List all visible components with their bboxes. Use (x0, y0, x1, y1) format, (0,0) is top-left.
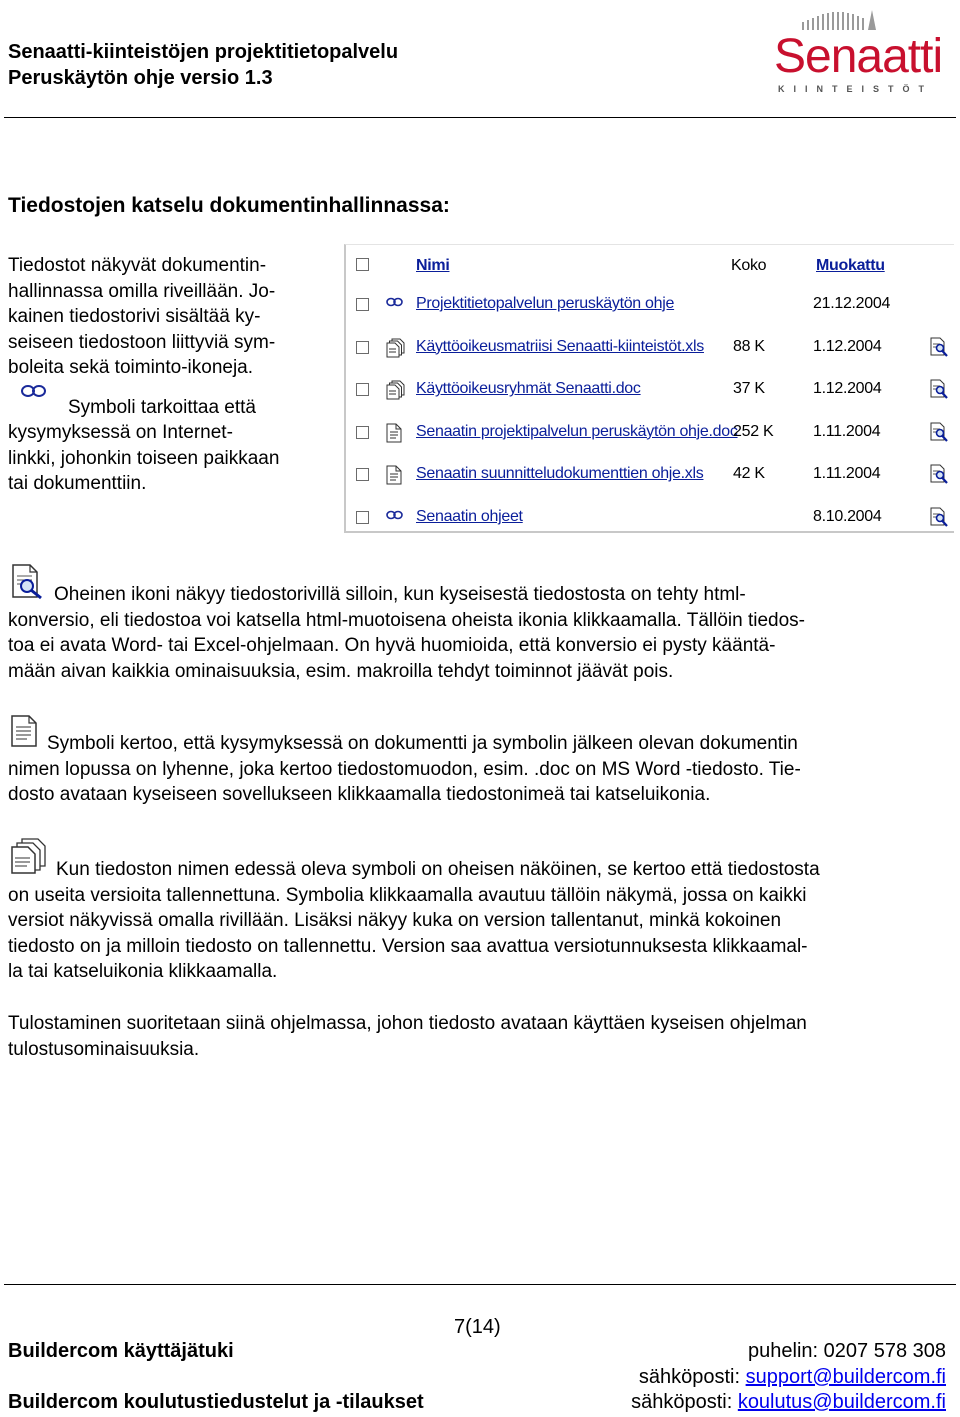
para-line: nimen lopussa on lyhenne, joka kertoo tiedostomuodon, esim. .doc on MS Word -tiedosto. Tie- (8, 758, 801, 780)
file-name-link[interactable]: Projektitietopalvelun peruskäytön ohje (416, 295, 675, 312)
row-checkbox[interactable] (356, 468, 369, 481)
intro-line: Tiedostot näkyvät dokumentin- (8, 255, 267, 276)
intro-line: seiseen tiedostoon liittyviä sym- (8, 331, 276, 353)
training-email-line (631, 1391, 946, 1414)
html-view-icon[interactable] (930, 464, 948, 484)
file-modified-date: 1.12.2004 (813, 337, 882, 355)
para-line: Tulostaminen suoritetaan siinä ohjelmassa, johon tiedosto avataan käyttäen kyseisen ohjelman (8, 1013, 807, 1034)
link-symbol-line: linkki, johonkin toiseen paikkaan (8, 447, 280, 469)
email-label: sähköposti: (631, 1391, 733, 1413)
file-modified-date: 8.10.2004 (813, 508, 882, 525)
file-name-link[interactable]: Käyttöoikeusmatriisi Senaatti-kiinteistöt.xls (416, 337, 704, 355)
file-row (346, 287, 954, 325)
file-row (346, 500, 954, 538)
para-line: toa ei avata Word- tai Excel-ohjelmaan. On hyvä huomioida, että konversio ei pysty kääntä- (8, 635, 776, 656)
html-view-paragraph (8, 582, 953, 684)
file-modified-date: 21.12.2004 (813, 295, 891, 312)
column-size: Koko (731, 257, 767, 274)
logo-wordmark: Senaatti (774, 30, 943, 83)
training-email-link[interactable]: koulutus@buildercom.fi (737, 1391, 946, 1413)
html-view-icon[interactable] (930, 422, 948, 442)
link-chain-icon (386, 295, 404, 313)
versioned-doc-icon[interactable] (386, 380, 404, 398)
support-email-line (639, 1366, 946, 1389)
link-symbol-line: tai dokumenttiin. (8, 473, 147, 494)
page-number: 7(14) (454, 1316, 501, 1338)
versions-paragraph (8, 857, 953, 985)
file-modified-date: 1.11.2004 (813, 465, 881, 483)
para-line: Oheinen ikoni näkyy tiedostorivillä silloin, kun kyseisestä tiedostosta on tehty html- (54, 584, 746, 605)
html-view-icon[interactable] (930, 507, 948, 527)
link-symbol-line: kysymyksessä on Internet- (8, 422, 233, 443)
document-icon (386, 465, 404, 483)
column-name[interactable]: Nimi (416, 257, 450, 274)
file-row (346, 330, 954, 368)
file-size: 88 K (733, 337, 765, 355)
link-symbol-line: Symboli tarkoittaa että (68, 396, 256, 418)
file-row (346, 415, 954, 453)
row-checkbox[interactable] (356, 511, 369, 524)
support-email-link[interactable]: support@buildercom.fi (745, 1366, 946, 1388)
para-line: mään aivan kaikkia ominaisuuksia, esim. makroilla tehdyt toiminnot jäävät pois. (8, 660, 674, 682)
logo-subtext: KIINTEISTÖT (778, 84, 933, 94)
row-checkbox[interactable] (356, 341, 369, 354)
footer-rule (4, 1284, 956, 1285)
para-line: dosto avataan kyseiseen sovellukseen klikkaamalla tiedostonimeä tai katseluikonia. (8, 784, 711, 805)
file-name-link[interactable]: Käyttöoikeusryhmät Senaatti.doc (416, 380, 641, 398)
row-checkbox[interactable] (356, 383, 369, 396)
training-label: Buildercom koulutustiedustelut ja -tilaukset (8, 1391, 424, 1413)
link-chain-icon (20, 381, 48, 407)
file-name-link[interactable]: Senaatin suunnitteludokumenttien ohje.xls (416, 465, 704, 483)
intro-line: boleita sekä toiminto-ikoneja. (8, 357, 254, 378)
column-modified[interactable]: Muokattu (816, 257, 885, 274)
para-line: la tai katseluikonia klikkaamalla. (8, 961, 278, 982)
file-modified-date: 1.12.2004 (813, 380, 882, 398)
para-line: konversio, eli tiedostoa voi katsella html-muotoisena oheista ikonia klikkaamalla. Tällöin tiedos- (8, 609, 805, 631)
html-view-icon[interactable] (930, 379, 948, 399)
file-list (344, 244, 954, 533)
versioned-doc-icon[interactable] (386, 338, 404, 356)
file-row (346, 372, 954, 410)
email-label: sähköposti: (638, 1366, 741, 1388)
file-name-link[interactable]: Senaatin ohjeet (416, 508, 523, 525)
para-line: Symboli kertoo, että kysymyksessä on dokumentti ja symbolin jälkeen olevan dokumentin (47, 733, 798, 754)
row-checkbox[interactable] (356, 426, 369, 439)
select-all-checkbox[interactable] (356, 258, 369, 271)
senaatti-logo (772, 4, 948, 100)
file-size: 252 K (733, 422, 774, 440)
file-name-link[interactable]: Senaatin projektipalvelun peruskäytön ohje.doc (416, 422, 738, 440)
intro-text (8, 253, 333, 497)
file-size: 37 K (733, 380, 765, 398)
para-line: versiot näkyvissä omalla rivillään. Lisäksi näkyy kuka on version tallentanut, minkä kokoinen (8, 910, 782, 931)
para-line: tulostusominaisuuksia. (8, 1038, 200, 1060)
header-rule (4, 117, 956, 118)
html-view-icon[interactable] (930, 337, 948, 357)
para-line: on useita versioita tallennettuna. Symbolia klikkaamalla avautuu tällöin näkymä, jossa on kaikki (8, 884, 807, 906)
support-phone: puhelin: 0207 578 308 (748, 1340, 946, 1362)
document-title: Senaatti-kiinteistöjen projektitietopalvelu (8, 41, 399, 63)
support-label: Buildercom käyttäjätuki (8, 1340, 234, 1362)
document-subtitle: Peruskäytön ohje versio 1.3 (8, 67, 273, 89)
link-chain-icon (386, 508, 404, 526)
file-row (346, 457, 954, 495)
document-paragraph (8, 731, 953, 808)
file-size: 42 K (733, 465, 765, 483)
row-checkbox[interactable] (356, 298, 369, 311)
printing-paragraph (8, 1011, 953, 1062)
para-line: Kun tiedoston nimen edessä oleva symboli on oheisen näköinen, se kertoo että tiedostosta (56, 859, 820, 880)
intro-line: hallinnassa omilla riveillään. Jo- (8, 280, 276, 302)
file-modified-date: 1.11.2004 (813, 422, 881, 440)
para-line: tiedosto on ja milloin tiedosto on tallennettu. Version saa avattua versiotunnuksesta klikkaamal- (8, 935, 808, 957)
intro-line: kainen tiedostorivi sisältää ky- (8, 306, 261, 327)
section-heading: Tiedostojen katselu dokumentinhallinnassa: (8, 194, 450, 217)
document-icon (386, 423, 404, 441)
